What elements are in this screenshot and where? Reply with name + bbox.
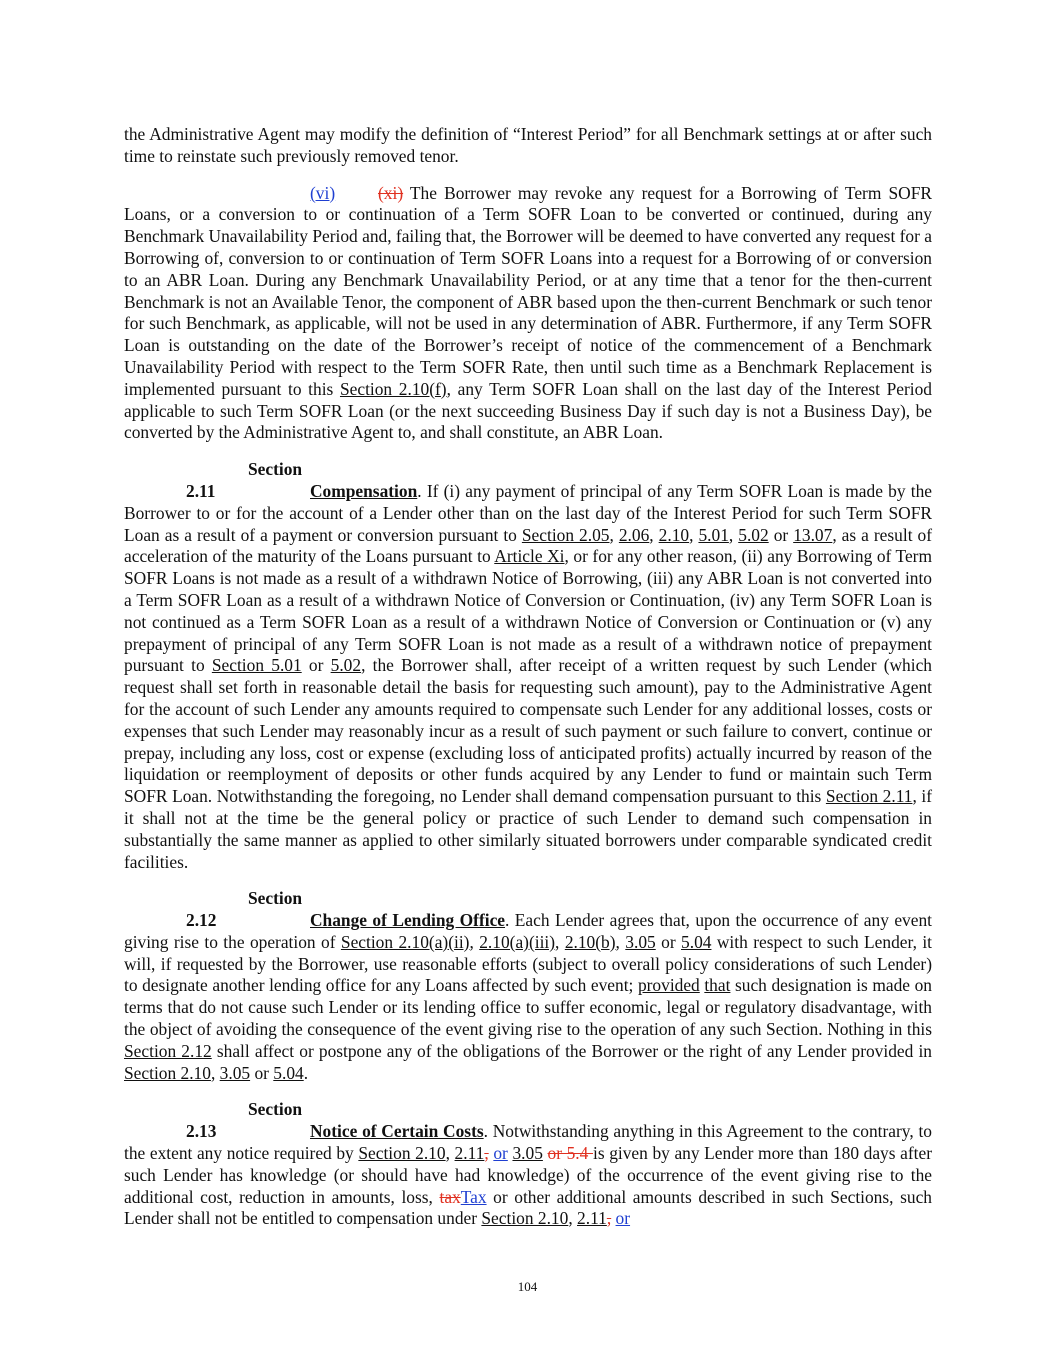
cross-reference: 5.04 xyxy=(273,1062,304,1083)
deleted-text: tax xyxy=(439,1186,461,1207)
section-text: , the Borrower shall, after receipt of a written request by such Lender (which request shall set forth in reasonable detail the basis for requesting such amount), pay to the Administrative Agent for the account of such Lender any amounts required to compensate such Lender for any additional losses, costs or expenses that such Lender may reasonably incur as a result of such payment or such failure to convert, continue or prepay, including any loss, cost or expense (excluding loss of anticipated profits) actually incurred by reason of the liquidation or reemployment of deposits or other funds acquired by any Lender to fund or maintain such Term SOFR Loan. Notwithstanding the foregoing, no Lender shall demand compensation pursuant to this xyxy=(124,655,932,807)
paragraph-text: the Administrative Agent may modify the definition of “Interest Period” for all Benchmark settings at or after such time to reinstate such previously removed tenor. xyxy=(124,124,932,166)
cross-reference: Article Xi xyxy=(494,546,565,567)
section-text: . Notwithstanding anything in this Agreement to the contrary, to the extent any notice required by xyxy=(124,1121,932,1164)
section-heading: Notice of Certain Costs xyxy=(310,1121,484,1142)
section-text: . xyxy=(303,1062,309,1083)
section-heading: Compensation xyxy=(310,480,418,501)
cross-reference: 2.10(a)(iii) xyxy=(479,931,556,952)
section-text: , or for any other reason, (ii) any Borrowing of Term SOFR Loans is not made as a result of a withdrawn Notice of Borrowing, (iii) any ABR Loan is not converted into a Term SOFR Loan as a result of a withdrawn Notice of Conversion or Continuation, (iv) any Term SOFR Loan is not continued as a Term SOFR Loan as a result of a withdrawn Notice of Conversion or Continuation or (v) any prepayment of principal of any Term SOFR Loan is not made as a result of a withdrawn notice of prepayment pursuant to xyxy=(124,546,932,676)
separator: or xyxy=(655,931,682,952)
inserted-text: or xyxy=(615,1208,631,1229)
separator: or xyxy=(301,655,331,676)
separator: , xyxy=(728,524,739,545)
cross-reference: 3.05 xyxy=(219,1062,251,1083)
separator: , xyxy=(469,931,480,952)
cross-reference: Section 2.10 xyxy=(124,1062,211,1083)
separator: or xyxy=(768,524,794,545)
section-text: or other additional amounts described in such Sections, such Lender shall not be entitled to compensation under xyxy=(124,1186,932,1229)
section-number: Section 2.13 xyxy=(186,1099,303,1142)
separator: , xyxy=(210,1062,220,1083)
separator: or xyxy=(250,1062,274,1083)
separator: , xyxy=(445,1143,455,1164)
section-text: , as a result of acceleration of the maturity of the Loans pursuant to xyxy=(124,524,933,567)
cross-reference: 13.07 xyxy=(793,524,833,545)
page-number: 104 xyxy=(517,1279,538,1294)
deleted-text: , xyxy=(606,1208,612,1229)
cross-reference: 5.04 xyxy=(681,931,712,952)
section-text: is given by any Lender more than 180 days after such Lender has knowledge (or should have had knowledge) of the occurrence of the event giving rise to the additional cost, reduction in amounts, loss, xyxy=(124,1143,932,1207)
paragraph-text: , any Term SOFR Loan shall on the last day of the Interest Period applicable to such Term SOFR Loan (or the next succeeding Business Day if such day is not a Business Day), be converted by the Administrative Agent to, and shall constitute, an ABR Loan. xyxy=(124,378,932,443)
cross-reference: Section 2.11 xyxy=(825,786,913,807)
cross-reference: 2.11 xyxy=(454,1143,485,1164)
section-heading: Change of Lending Office xyxy=(310,910,506,931)
deleted-text: , xyxy=(484,1143,489,1164)
inserted-text: or xyxy=(493,1143,508,1164)
cross-reference: Section 2.10 xyxy=(481,1208,569,1229)
proviso-term: that xyxy=(704,975,731,996)
cross-reference: 5.02 xyxy=(738,524,769,545)
cross-reference: Section 2.10(a)(ii) xyxy=(340,931,470,952)
cross-reference: Section 2.12 xyxy=(124,1040,212,1061)
clause-number xyxy=(310,183,378,205)
section-text: such designation is made on terms that do not cause such Lender or its lending office to suffer economic, legal or regulatory disadvantage, with the object of avoiding the consequence of the event giving rise to the operation of any such Section. Nothing in this xyxy=(124,975,932,1040)
section-text: . Each Lender agrees that, upon the occurrence of any event giving rise to the operation of xyxy=(124,910,932,952)
inserted-text: Tax xyxy=(460,1186,487,1207)
cross-reference: Section 5.01 xyxy=(211,655,302,676)
cross-reference: 5.02 xyxy=(330,655,362,676)
cross-reference: 2.06 xyxy=(618,524,650,545)
cross-reference: 2.10(b) xyxy=(564,931,616,952)
separator: , xyxy=(568,1208,578,1229)
section-text: with respect to such Lender, it will, if requested by the Borrower, use reasonable efforts (subject to overall policy considerations of such Lender) to designate another lending office for any Loans affected by such event; xyxy=(124,931,933,996)
section-2-11 xyxy=(124,459,932,873)
separator: , xyxy=(689,524,699,545)
paragraph-continuation xyxy=(124,124,932,168)
cross-reference: 3.05 xyxy=(625,931,656,952)
cross-reference: Section 2.10 xyxy=(358,1143,446,1164)
paragraph-vi xyxy=(124,183,932,445)
cross-reference: Section 2.05 xyxy=(521,524,610,545)
inserted-clause-number: (vi) xyxy=(310,182,336,203)
cross-reference: 5.01 xyxy=(698,524,729,545)
deleted-text: or 5.4 xyxy=(547,1143,593,1164)
section-text: shall affect or postpone any of the obligations of the Borrower or the right of any Lender provided in xyxy=(211,1040,932,1061)
section-2-13 xyxy=(124,1099,932,1230)
section-2-12 xyxy=(124,888,932,1084)
paragraph-text: The Borrower may revoke any request for a Borrowing of Term SOFR Loans, or a conversion to or continuation of a Term SOFR Loan to be converted or continued, during any Benchmark Unavailability Period and, failing that, the Borrower will be deemed to have converted any request for a Borrowing of, conversion to or continuation of Term SOFR Loans into a request for a Borrowing of or conversion to an ABR Loan. During any Benchmark Unavailability Period, or at any time that a tenor for the then-current Benchmark is not an Available Tenor, the component of ABR based upon the then-current Benchmark or such tenor for such Benchmark, as applicable, will not be used in any determination of ABR. Furthermore, if any Term SOFR Loan is outstanding on the date of the Borrower’s receipt of notice of the commencement of a Benchmark Unavailability Period with respect to the Term SOFR Rate, then until such time as a Benchmark Replacement is implemented pursuant to this xyxy=(124,182,932,399)
proviso-term: provided xyxy=(637,975,700,996)
deleted-clause-number: (xi) xyxy=(378,182,404,203)
separator: , xyxy=(555,931,565,952)
cross-reference: 3.05 xyxy=(512,1143,543,1164)
cross-reference: Section 2.10(f) xyxy=(339,378,447,399)
document-page xyxy=(124,124,932,1245)
section-number: Section 2.11 xyxy=(186,459,303,501)
cross-reference: 2.10 xyxy=(658,524,690,545)
separator: , xyxy=(609,524,619,545)
section-number: Section 2.12 xyxy=(186,888,303,931)
separator: , xyxy=(649,524,659,545)
cross-reference: 2.11 xyxy=(577,1208,607,1229)
section-text: . If (i) any payment of principal of any Term SOFR Loan is made by the Borrower to or for the account of a Lender other than on the last day of the Interest Period for such Term SOFR Loan as a result of a payment or conversion pursuant to xyxy=(124,480,932,545)
section-text: , if it shall not at the time be the general policy or practice of such Lender to demand such compensation in substantially the same manner as applied to other similarly situated borrowers under comparable syndicated credit facilities. xyxy=(124,786,932,872)
separator: , xyxy=(615,931,626,952)
